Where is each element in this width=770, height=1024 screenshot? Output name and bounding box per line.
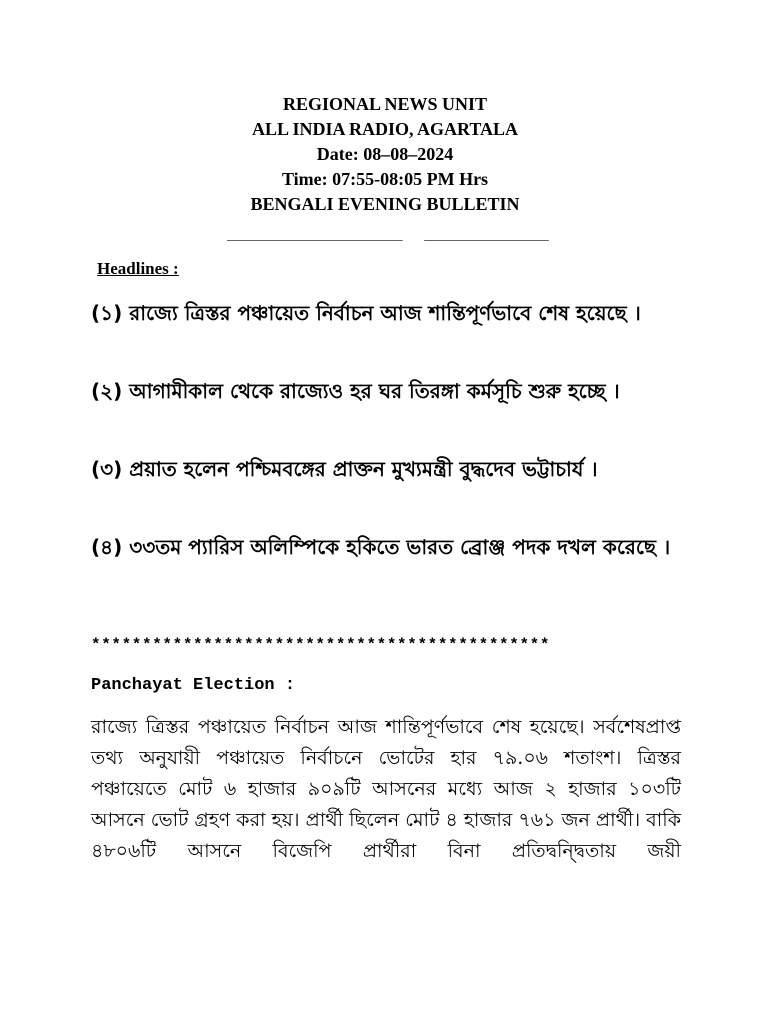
section-title: Panchayat Election : [91, 676, 296, 695]
bulletin-header [0, 92, 770, 217]
header-time: Time: 07:55-08:05 PM Hrs [281, 169, 489, 189]
header-underline: ________________________ _________________ [227, 228, 549, 243]
separator-line: ********************************************* [91, 636, 551, 654]
headlines-label: Headlines : [97, 259, 179, 278]
section-body: রাজ্যে ত্রিস্তর পঞ্চায়েত নির্বাচন আজ শান্তিপূর্ণভাবে শেষ হয়েছে। সর্বশেষপ্রাপ্ত তথ্য অনুযায়ী পঞ্চায়েত নির্বাচনে ভোটের হার ৭৯.০৬ শতাংশ। ত্রিস্তর পঞ্চায়েতে মোট ৬ হাজার ৯০৯টি আসনের মধ্যে আজ ২ হাজার ১০৩টি আসনে ভোট গ্রহণ করা হয়। প্রার্থী ছিলেন মোট ৪ হাজার ৭৬১ জন প্রার্থী। বাকি ৪৮০৬টি আসনে বিজেপি প্রার্থীরা বিনা প্রতিদ্বন্দ্বিতায় জয়ী [91, 716, 681, 862]
headline-item: (৪) ৩৩তম প্যারিস অলিম্পিকে হকিতে ভারত ব্রোঞ্জ পদক দখল করেছে । [91, 535, 671, 559]
headline-item: (৩) প্রয়াত হলেন পশ্চিমবঙ্গের প্রাক্তন মুখ্যমন্ত্রী বুদ্ধদেব ভট্টাচার্য । [91, 457, 598, 481]
header-date: Date: 08–08–2024 [316, 144, 454, 164]
header-station: ALL INDIA RADIO, AGARTALA [251, 119, 519, 139]
headline-item: (১) রাজ্যে ত্রিস্তর পঞ্চায়েত নির্বাচন আজ শান্তিপূর্ণভাবে শেষ হয়েছে । [91, 301, 641, 325]
header-unit: REGIONAL NEWS UNIT [282, 94, 488, 114]
headline-item: (২) আগামীকাল থেকে রাজ্যেও হর ঘর তিরঙ্গা কর্মসূচি শুরু হচ্ছে । [91, 379, 620, 403]
header-bulletin-name: BENGALI EVENING BULLETIN [250, 194, 520, 214]
